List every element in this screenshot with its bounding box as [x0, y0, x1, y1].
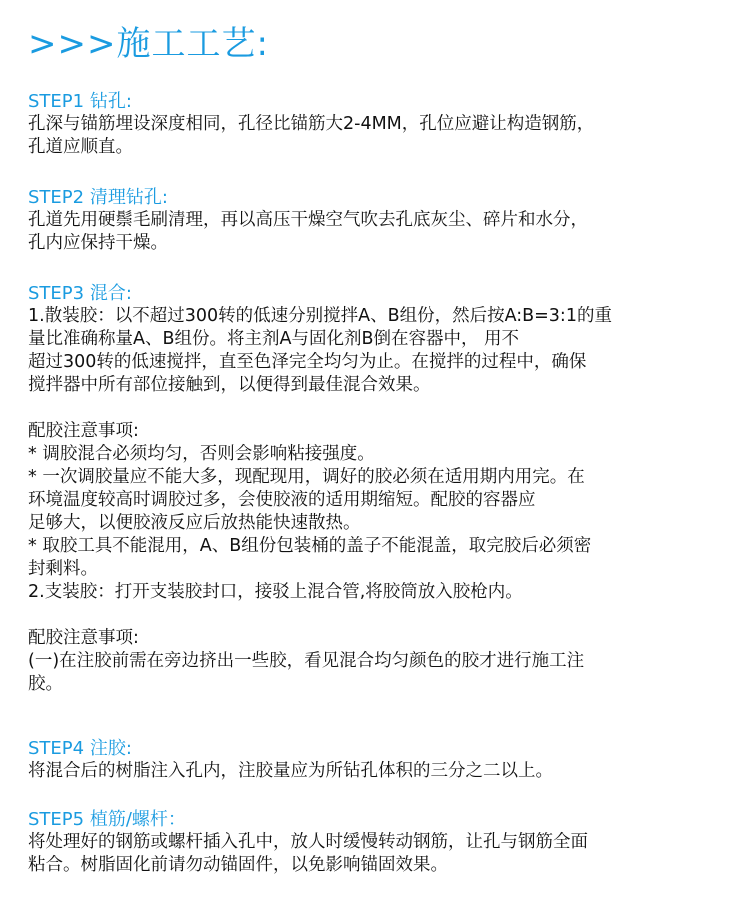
- step-3-section: [28, 282, 728, 696]
- step-3-note-2a: * 一次调胶量应不能大多，现配现用，调好的胶必须在适用期内用完。在: [28, 467, 585, 487]
- step-3-note-4b: 胶。: [28, 674, 63, 694]
- step-3-note-heading-1: 配胶注意事项:: [28, 421, 139, 441]
- step-3-heading: STEP3 混合:: [28, 283, 132, 304]
- step-3-note-1: * 调胶混合必须均匀，否则会影响粘接强度。: [28, 444, 375, 464]
- step-3-line-3: 超过300转的低速搅拌，直至色泽完全均匀为止。在搅拌的过程中，确保: [28, 352, 587, 372]
- step-3-blank-2: [28, 604, 728, 627]
- step-4-heading: STEP4 注胶:: [28, 738, 132, 759]
- step-4-section: [28, 737, 728, 783]
- step-5-section: [28, 808, 728, 877]
- step-1-line-1: 孔深与锚筋埋设深度相同，孔径比锚筋大2-4MM，孔位应避让构造钢筋，: [28, 114, 595, 134]
- step-3-note-2b: 环境温度较高时调胶过多，会使胶液的适用期缩短。配胶的容器应: [28, 490, 536, 510]
- step-3-line-2: 量比准确称量A、B组份。将主剂A与固化剂B倒在容器中， 用不: [28, 329, 520, 349]
- step-5-heading: STEP5 植筋/螺杆：: [28, 809, 186, 830]
- step-3-note-4a: (一)在注胶前需在旁边挤出一些胶，看见混合均匀颜色的胶才进行施工注: [28, 651, 585, 671]
- step-2-section: [28, 186, 728, 255]
- step-1-section: [28, 90, 728, 159]
- step-3-note-2c: 足够大，以便胶液反应后放热能快速散热。: [28, 513, 361, 533]
- page-title: >>>施工工艺:: [28, 24, 269, 64]
- step-2-line-2: 孔内应保持干燥。: [28, 233, 168, 253]
- step-3-line-1: 1.散装胶：以不超过300转的低速分别搅拌A、B组份，然后按A:B=3:1的重: [28, 306, 612, 326]
- step-5-line-1: 将处理好的钢筋或螺杆插入孔中，放人时缓慢转动钢筋，让孔与钢筋全面: [28, 832, 588, 852]
- step-3-note-3b: 封剩料。: [28, 559, 98, 579]
- step-3-blank-1: [28, 397, 728, 420]
- step-5-line-2: 粘合。树脂固化前请勿动锚固件，以免影响锚固效果。: [28, 855, 448, 875]
- step-2-heading: STEP2 清理钻孔:: [28, 187, 168, 208]
- step-1-heading: STEP1 钻孔:: [28, 91, 132, 112]
- step-4-line-1: 将混合后的树脂注入孔内，注胶量应为所钻孔体积的三分之二以上。: [28, 761, 553, 781]
- step-3-note-3a: * 取胶工具不能混用，A、B组份包装桶的盖子不能混盖，取完胶后必须密: [28, 536, 592, 556]
- step-3-line-4: 搅拌器中所有部位接触到，以便得到最佳混合效果。: [28, 375, 431, 395]
- step-1-line-2: 孔道应顺直。: [28, 137, 133, 157]
- step-2-line-1: 孔道先用硬鬃毛刷清理，再以高压干燥空气吹去孔底灰尘、碎片和水分，: [28, 210, 588, 230]
- step-3-note-heading-2: 配胶注意事项:: [28, 628, 139, 648]
- step-3-cartridge: 2.支装胶：打开支装胶封口，接驳上混合管,将胶筒放入胶枪内。: [28, 582, 523, 602]
